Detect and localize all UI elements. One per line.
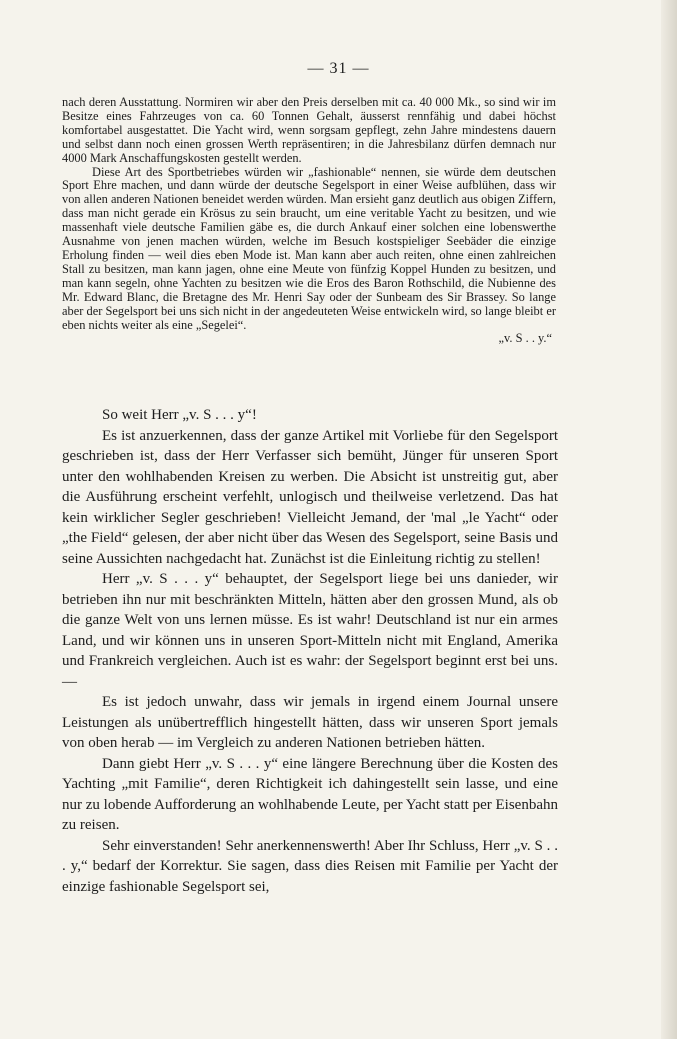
page-edge-shadow bbox=[661, 0, 677, 1039]
page-number: — 31 — bbox=[307, 60, 370, 77]
body-paragraph-2: Es ist anzuerkennen, dass der ganze Artikel mit Vorliebe für den Segelsport geschrieben ist, dass der Herr Verfasser sich bemüht, Jünger für unseren Sport unter den wohlhabenden Kreisen zu werben. Die Absicht ist unstreitig gut, aber die Ausführung erscheint verfehlt, unlogisch und theilweise verletzend. Das hat kein wirklicher Segler geschrieben! Vielleicht Jemand, der 'mal „le Yacht“ oder „the Field“ gelesen, der aber nicht über das Wesen des Segelsport, seine Basis und seine Aussichten nachgedacht hat. Zunächst ist die Einleitung richtig zu stellen! bbox=[62, 427, 558, 567]
quoted-passage bbox=[62, 96, 556, 346]
body-paragraph-3: Herr „v. S . . . y“ behauptet, der Segelsport liege bei uns danieder, wir betrieben ihn nur mit beschränkten Mitteln, hätten aber den grossen Mund, als ob die ganze Welt von uns lernen müsse. Es ist wahr! Deutschland ist nur ein armes Land, und wir können uns in unseren Sport-Mitteln nicht mit England, Amerika und Frankreich vergleichen. Auch ist es wahr: der Segelsport beginnt erst bei uns. — bbox=[62, 571, 558, 690]
quote-paragraph-1: nach deren Ausstattung. Normiren wir aber den Preis derselben mit ca. 40 000 Mk., so sind wir im Besitze eines Fahrzeuges von ca. 60 Tonnen Gehalt, äusserst rennfähig und dabei höchst komfortabel ausgestattet. Die Yacht wird, wenn sorgsam gepflegt, zehn Jahre mindestens dauern und selbst dann noch einen grossen Werth repräsentiren; in die Jahresbilanz dürfen demnach nur 4000 Mark Anschaffungskosten gestellt werden. bbox=[62, 95, 556, 165]
body-paragraph-1: So weit Herr „v. S . . . y“! bbox=[102, 407, 257, 423]
quote-paragraph-2 bbox=[62, 166, 556, 347]
body-paragraph-4: Es ist jedoch unwahr, dass wir jemals in irgend einem Journal unsere Leistungen als unübertrefflich hingestellt hätten, dass wir unseren Sport jemals von oben herab — im Vergleich zu anderen Nationen betrieben hätten. bbox=[62, 694, 558, 751]
main-text bbox=[62, 405, 558, 897]
body-paragraph-5: Dann giebt Herr „v. S . . . y“ eine längere Berechnung über die Kosten des Yachting „mit Familie“, deren Richtigkeit ich dahingestellt sein lasse, und eine nur zu lobende Aufforderung an wohlhabende Leute, per Yacht statt per Eisenbahn zu reisen. bbox=[62, 755, 558, 833]
body-paragraph-6: Sehr einverstanden! Sehr anerkennenswerth! Aber Ihr Schluss, Herr „v. S . . . y,“ bedarf der Korrektur. Sie sagen, dass dies Reisen mit Familie per Yacht der einzige fashionable Segelsport sei, bbox=[62, 837, 558, 895]
quote-signature: „v. S . . y.“ bbox=[498, 331, 552, 346]
quote-paragraph-2-text: Diese Art des Sportbetriebes würden wir „fashionable“ nennen, sie würde dem deutschen Sport Ehre machen, und dann würde der deutsche Segelsport in einer Weise aufblühen, dass wir von allen anderen Nationen beneidet werden würden. Man ersieht ganz deutlich aus obigen Ziffern, dass man nicht gerade ein Krösus zu sein braucht, um eine veritable Yacht zu besitzen, und wie massenhaft viele deutsche Familien gäbe es, die durch Ankauf einer solchen eine lobenswerthe Ausnahme von jenen machen würden, welche im Besuch kostspieliger Seebäder die einzige Erholung finden — weil dies eben Mode ist. Man kann aber auch reiten, ohne einen zahlreichen Stall zu besitzen, man kann jagen, ohne eine Meute von fünfzig Koppel Hunden zu besitzen, und man kann segeln, ohne Yachten zu besitzen wie die Eros des Baron Rothschild, die Nubienne des Mr. Edward Blanc, die Bretagne des Mr. Henri Say oder der Sunbeam des Sir Brassey. So lange aber der Segelsport bei uns sich nicht in der angedeuteten Weise entwickeln wird, so lange bleibt er eben nichts weiter als eine „Segelei“. bbox=[62, 164, 556, 332]
